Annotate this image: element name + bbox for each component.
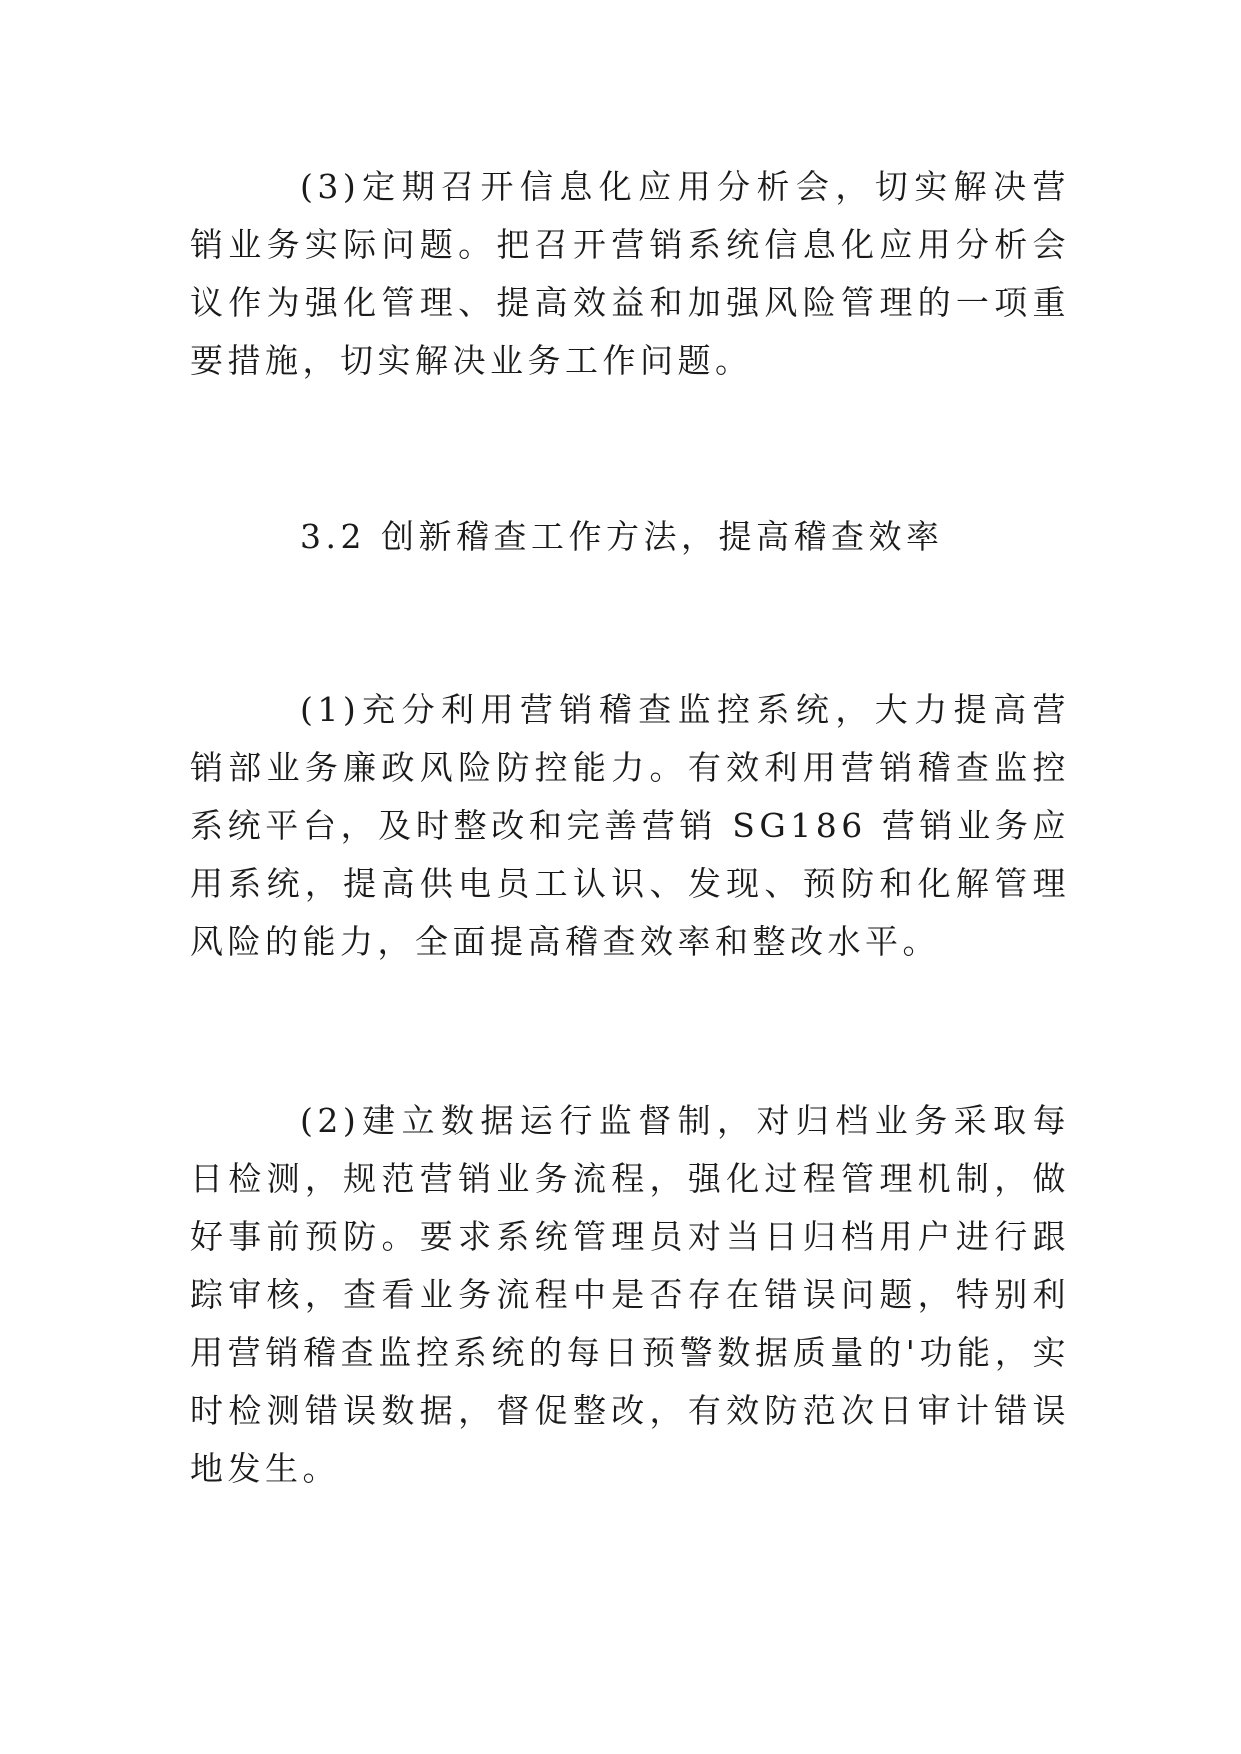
section-heading: 3.2 创新稽查工作方法，提高稽查效率 [300, 517, 944, 556]
paragraph-data-supervision: (2)建立数据运行监督制，对归档业务采取每日检测，规范营销业务流程，强化过程管理机制，做好事前预防。要求系统管理员对当日归档用户进行跟踪审核，查看业务流程中是否存在错误问题，特别利用营销稽查监控系统的每日预警数据质量的'功能，实时检测错误数据，督促整改，有效防范次日审计错误地发生。 [190, 1101, 1070, 1488]
paragraph-info-analysis-meeting: (3)定期召开信息化应用分析会，切实解决营销业务实际问题。把召开营销系统信息化应用分析会议作为强化管理、提高效益和加强风险管理的一项重要措施，切实解决业务工作问题。 [190, 167, 1070, 380]
paragraph-audit-monitoring-system: (1)充分利用营销稽查监控系统，大力提高营销部业务廉政风险防控能力。有效利用营销稽查监控系统平台，及时整改和完善营销 SG186 营销业务应用系统，提高供电员工认识、发现、预防和化解管理风险的能力，全面提高稽查效率和整改水平。 [190, 690, 1070, 961]
